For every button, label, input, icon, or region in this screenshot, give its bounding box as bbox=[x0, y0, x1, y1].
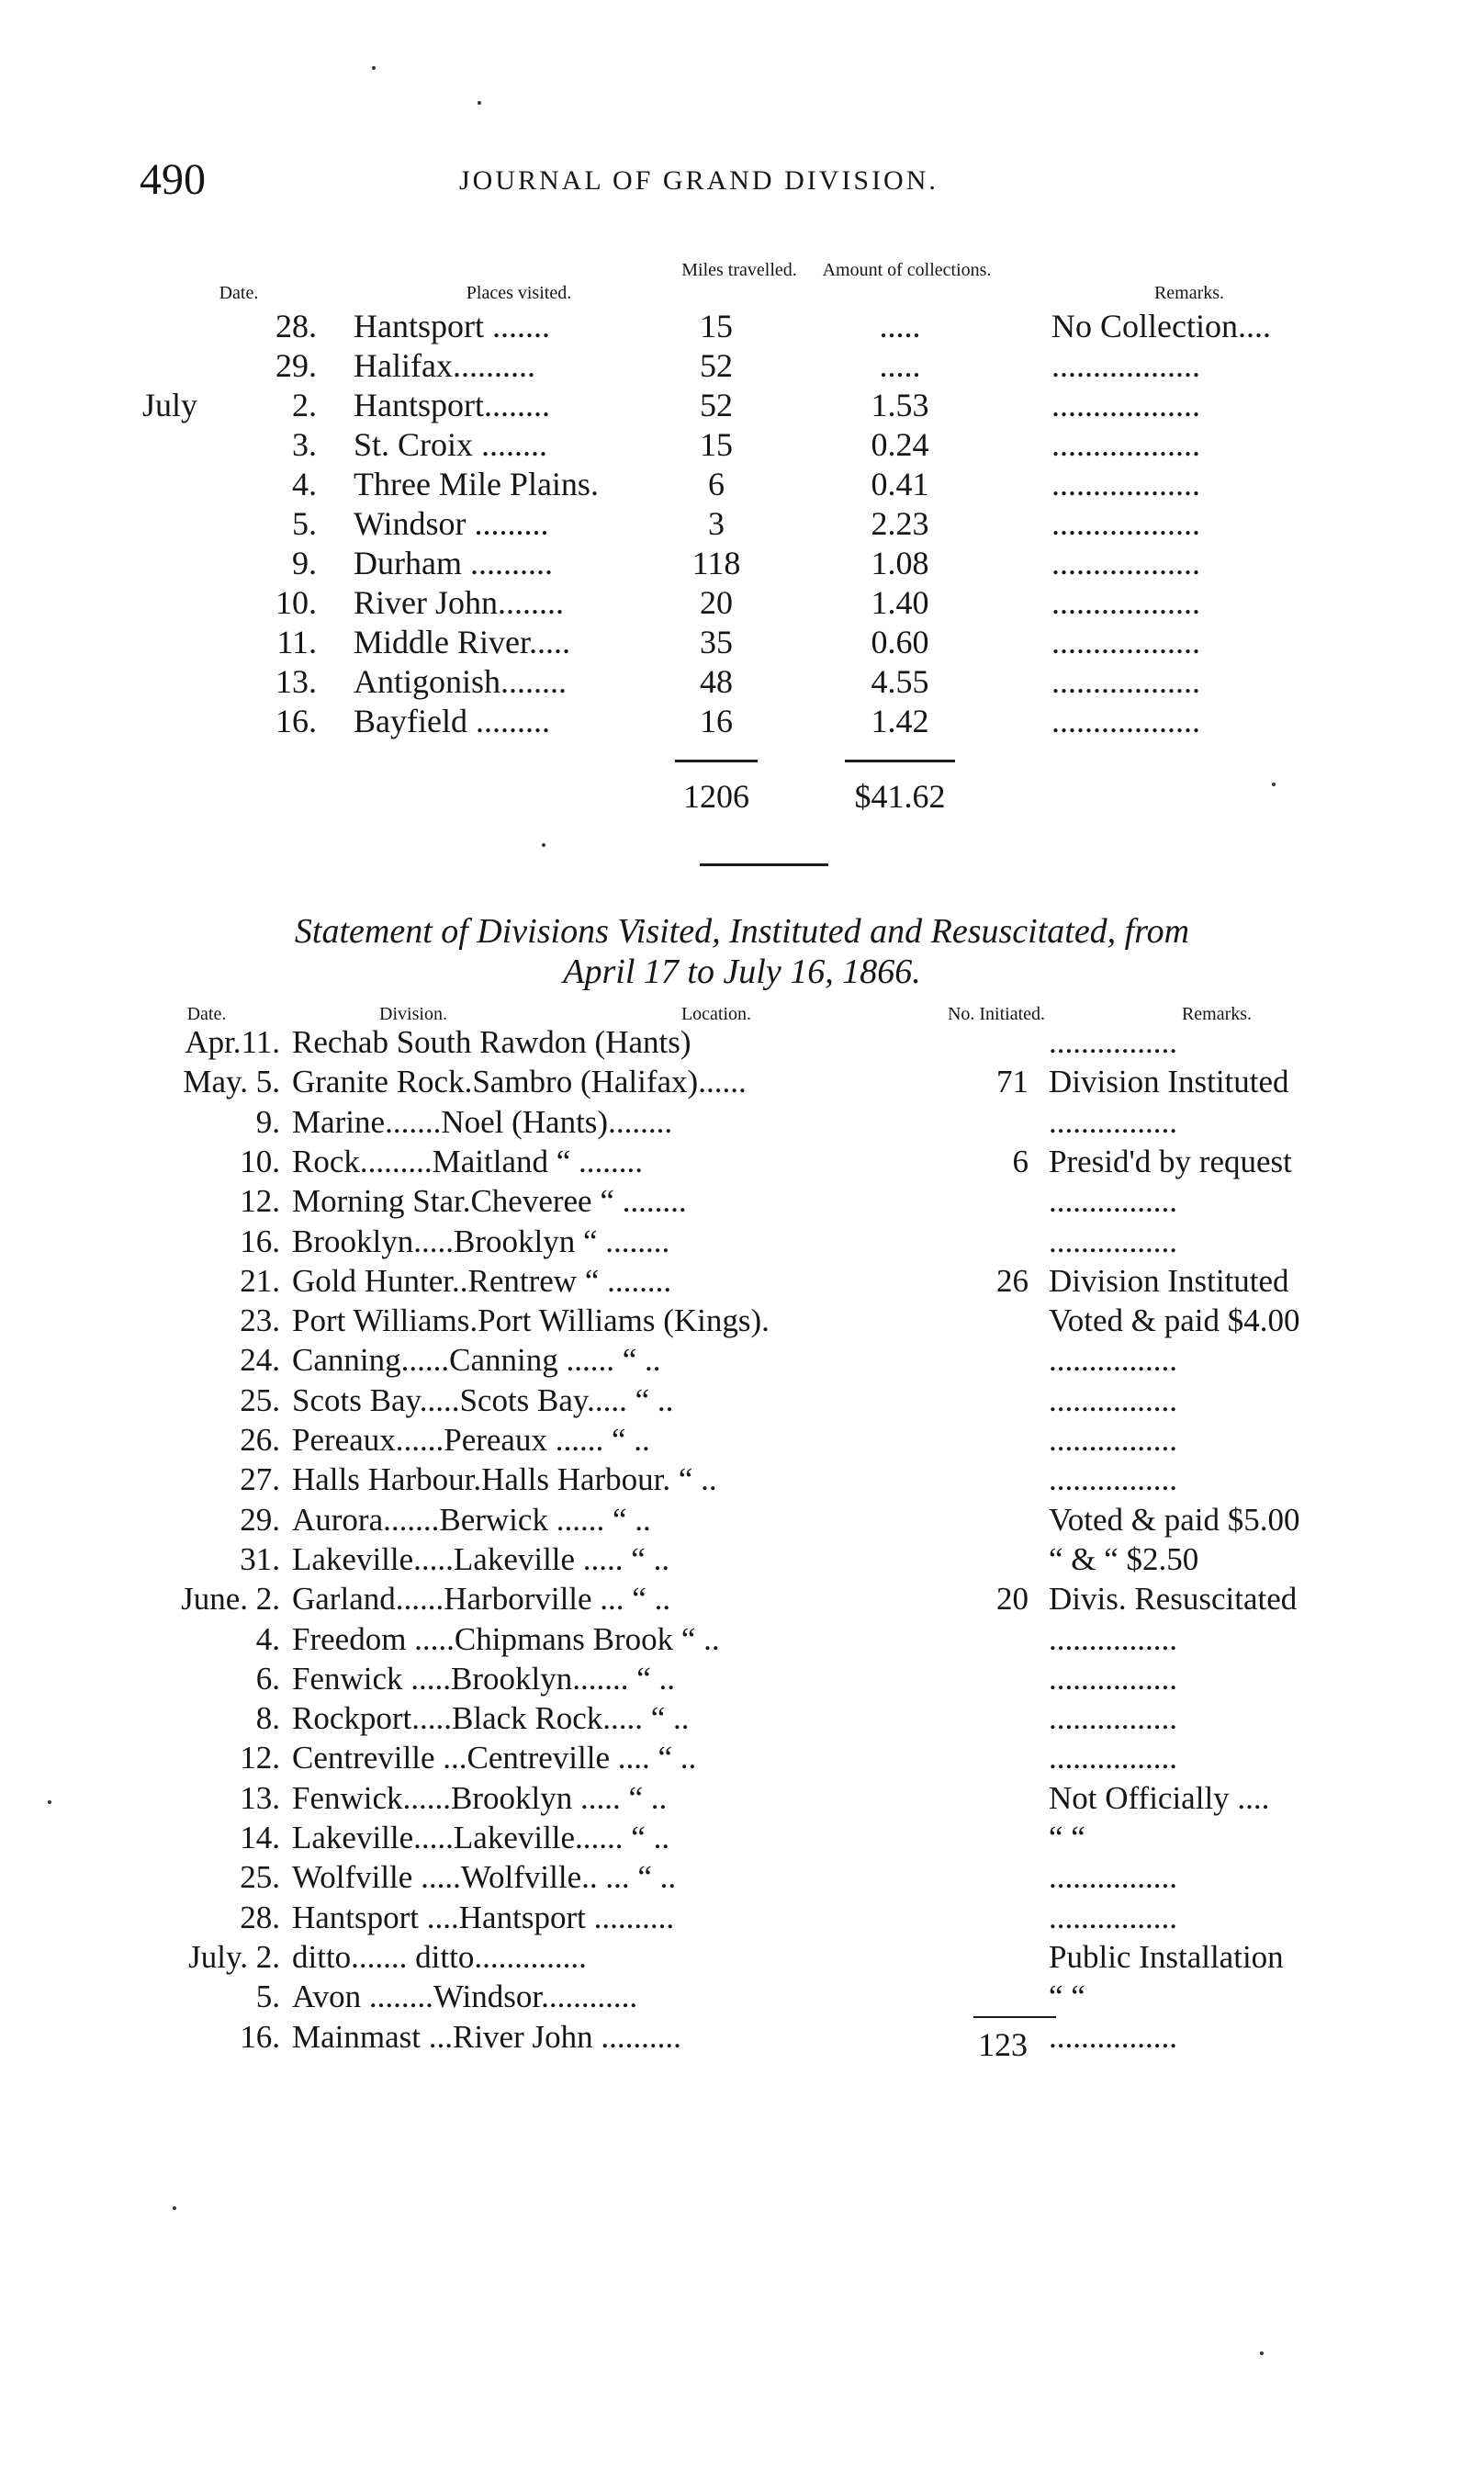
row-day: 4. bbox=[292, 466, 317, 502]
row-date: 27. bbox=[240, 1461, 280, 1498]
row-place: Halifax.......... bbox=[354, 347, 535, 384]
row-date: 31. bbox=[240, 1540, 280, 1577]
row-division-location: Port Williams.Port Williams (Kings). bbox=[292, 1302, 770, 1339]
row-division-location: Rockport.....Black Rock..... “ .. bbox=[292, 1700, 690, 1737]
row-remarks: ................ bbox=[1049, 1342, 1177, 1379]
row-division-location: Garland......Harborville ... “ .. bbox=[292, 1581, 671, 1618]
row-remarks: ................ bbox=[1049, 1223, 1177, 1259]
row-miles: 48 bbox=[700, 663, 733, 700]
row-amount: 0.24 bbox=[871, 426, 929, 463]
row-day: 28. bbox=[275, 308, 317, 344]
row-remarks: .................. bbox=[1051, 703, 1200, 739]
print-speck bbox=[372, 66, 376, 70]
amount-total: $41.62 bbox=[854, 778, 946, 815]
row-place: Durham .......... bbox=[354, 545, 553, 581]
row-remarks: No Collection.... bbox=[1051, 308, 1271, 344]
row-day: 11. bbox=[276, 624, 317, 660]
row-number-initiated: 71 bbox=[996, 1064, 1029, 1100]
row-miles: 118 bbox=[691, 545, 741, 581]
row-remarks: ................ bbox=[1049, 1381, 1177, 1418]
row-date: 25. bbox=[240, 1381, 280, 1418]
row-division-location: Avon ........Windsor............ bbox=[292, 1979, 638, 2015]
row-division-location: Halls Harbour.Halls Harbour. “ .. bbox=[292, 1461, 717, 1498]
row-remarks: ................ bbox=[1049, 1461, 1177, 1498]
row-date: 9. bbox=[255, 1103, 280, 1140]
row-date: May. 5. bbox=[183, 1064, 280, 1100]
row-miles: 35 bbox=[700, 624, 733, 660]
section-divider bbox=[700, 863, 828, 866]
row-miles: 6 bbox=[708, 466, 725, 502]
row-date: 6. bbox=[255, 1660, 280, 1697]
row-division-location: Fenwick .....Brooklyn....... “ .. bbox=[292, 1660, 676, 1697]
row-division-location: Morning Star.Cheveree “ ........ bbox=[292, 1183, 687, 1220]
row-month: July bbox=[142, 387, 198, 423]
row-division-location: Lakeville.....Lakeville ..... “ .. bbox=[292, 1540, 670, 1577]
row-division-location: Gold Hunter..Rentrew “ ........ bbox=[292, 1262, 672, 1299]
row-amount: 1.40 bbox=[871, 584, 929, 621]
row-day: 3. bbox=[292, 426, 317, 463]
header-remarks: Remarks. bbox=[1153, 283, 1225, 303]
row-date: 14. bbox=[240, 1820, 280, 1855]
row-division-location: Rock.........Maitland “ ........ bbox=[292, 1143, 644, 1179]
row-remarks: .................. bbox=[1051, 624, 1200, 660]
row-remarks: .................. bbox=[1051, 387, 1200, 423]
print-speck bbox=[1272, 783, 1276, 786]
row-place: St. Croix ........ bbox=[354, 426, 548, 463]
row-division-location: Marine.......Noel (Hants)........ bbox=[292, 1103, 673, 1140]
row-remarks: ................ bbox=[1049, 1024, 1177, 1060]
print-speck bbox=[478, 101, 481, 105]
row-amount: 0.60 bbox=[871, 624, 929, 660]
row-amount: 4.55 bbox=[871, 663, 929, 700]
row-division-location: Canning......Canning ...... “ .. bbox=[292, 1342, 661, 1379]
header-division: Division. bbox=[379, 1004, 447, 1024]
row-division-location: Rechab South Rawdon (Hants) bbox=[292, 1024, 691, 1060]
row-date: 16. bbox=[240, 1223, 280, 1259]
print-speck bbox=[1260, 2351, 1264, 2355]
row-date: June. 2. bbox=[181, 1581, 280, 1618]
row-amount: ..... bbox=[879, 308, 921, 344]
row-division-location: Centreville ...Centreville .... “ .. bbox=[292, 1740, 697, 1776]
row-division-location: Freedom .....Chipmans Brook “ .. bbox=[292, 1620, 720, 1657]
row-miles: 15 bbox=[700, 426, 733, 463]
row-division-location: Scots Bay.....Scots Bay..... “ .. bbox=[292, 1381, 674, 1418]
row-remarks: “ & “ $2.50 bbox=[1049, 1540, 1199, 1577]
row-amount: 2.23 bbox=[871, 505, 929, 542]
row-date: 10. bbox=[240, 1143, 280, 1179]
row-remarks: Division Instituted bbox=[1049, 1262, 1289, 1299]
row-date: 12. bbox=[240, 1183, 280, 1220]
header-location: Location. bbox=[680, 1004, 752, 1024]
row-remarks: Voted & paid $4.00 bbox=[1049, 1302, 1300, 1339]
row-division-location: Pereaux......Pereaux ...... “ .. bbox=[292, 1422, 650, 1458]
row-day: 2. bbox=[292, 387, 317, 423]
row-date: 5. bbox=[255, 1979, 280, 2015]
row-remarks: Division Instituted bbox=[1049, 1064, 1289, 1100]
row-date: 4. bbox=[255, 1620, 280, 1657]
row-remarks: Voted & paid $5.00 bbox=[1049, 1501, 1300, 1538]
row-amount: 1.53 bbox=[871, 387, 929, 423]
row-amount: ..... bbox=[879, 347, 921, 384]
row-day: 29. bbox=[275, 347, 317, 384]
row-remarks: .................. bbox=[1051, 466, 1200, 502]
row-remarks: .................. bbox=[1051, 505, 1200, 542]
print-speck bbox=[173, 2206, 176, 2210]
header-places-visited: Places visited. bbox=[466, 283, 572, 303]
row-day: 10. bbox=[275, 584, 317, 621]
row-remarks: ................ bbox=[1049, 1899, 1177, 1935]
row-miles: 15 bbox=[700, 308, 733, 344]
row-remarks: .................. bbox=[1051, 584, 1200, 621]
row-amount: 1.42 bbox=[871, 703, 929, 739]
row-date: 25. bbox=[240, 1859, 280, 1896]
row-day: 5. bbox=[292, 505, 317, 542]
row-remarks: .................. bbox=[1051, 426, 1200, 463]
row-date: 26. bbox=[240, 1422, 280, 1458]
folio-number: 123 bbox=[978, 2026, 1028, 2063]
row-miles: 52 bbox=[700, 387, 733, 423]
header-remarks: Remarks. bbox=[1181, 1004, 1253, 1024]
row-division-location: Hantsport ....Hantsport .......... bbox=[292, 1899, 675, 1935]
row-remarks: Divis. Resuscitated bbox=[1049, 1581, 1298, 1618]
row-miles: 16 bbox=[700, 703, 733, 739]
row-place: Bayfield ......... bbox=[354, 703, 550, 739]
row-amount: 0.41 bbox=[871, 466, 929, 502]
row-remarks: ................ bbox=[1049, 1740, 1177, 1776]
row-date: 24. bbox=[240, 1342, 280, 1379]
row-date: 16. bbox=[240, 2018, 280, 2055]
row-date: 13. bbox=[240, 1779, 280, 1816]
row-date: Apr.11. bbox=[185, 1024, 280, 1060]
row-date: 29. bbox=[240, 1501, 280, 1538]
row-day: 13. bbox=[275, 663, 317, 700]
row-division-location: Aurora.......Berwick ...... “ .. bbox=[292, 1501, 651, 1538]
amount-total-rule bbox=[845, 760, 955, 762]
row-date: 23. bbox=[240, 1302, 280, 1339]
miles-total: 1206 bbox=[683, 778, 749, 815]
header-no-initiated: No. Initiated. bbox=[947, 1004, 1046, 1024]
row-division-location: Brooklyn.....Brooklyn “ ........ bbox=[292, 1223, 670, 1259]
header-amount-of-collections: Amount of collections. bbox=[822, 260, 992, 280]
header-date: Date. bbox=[219, 283, 259, 303]
row-division-location: Mainmast ...River John .......... bbox=[292, 2018, 681, 2055]
row-remarks: “ “ bbox=[1049, 1979, 1085, 2015]
row-remarks: ................ bbox=[1049, 1620, 1177, 1657]
row-remarks: ................ bbox=[1049, 1422, 1177, 1458]
row-place: Windsor ......... bbox=[354, 505, 549, 542]
row-miles: 52 bbox=[700, 347, 733, 384]
row-day: 16. bbox=[275, 703, 317, 739]
print-speck bbox=[48, 1800, 51, 1804]
row-remarks: Not Officially .... bbox=[1049, 1779, 1270, 1816]
row-division-location: Lakeville.....Lakeville...... “ .. bbox=[292, 1820, 670, 1855]
row-remarks: “ “ bbox=[1049, 1820, 1085, 1855]
row-miles: 20 bbox=[700, 584, 733, 621]
row-number-initiated: 26 bbox=[996, 1262, 1029, 1299]
row-division-location: Granite Rock.Sambro (Halifax)...... bbox=[292, 1064, 747, 1100]
row-amount: 1.08 bbox=[871, 545, 929, 581]
row-remarks: ................ bbox=[1049, 1859, 1177, 1896]
row-place: Hantsport ....... bbox=[354, 308, 550, 344]
row-remarks: ................ bbox=[1049, 1700, 1177, 1737]
row-remarks: ................ bbox=[1049, 1183, 1177, 1220]
row-remarks: ................ bbox=[1049, 1660, 1177, 1697]
row-place: River John........ bbox=[354, 584, 564, 621]
miles-total-rule bbox=[675, 760, 758, 762]
row-remarks: ................ bbox=[1049, 1103, 1177, 1140]
statement-title-line1: Statement of Divisions Visited, Instituted and Resuscitated, from bbox=[294, 912, 1190, 951]
row-date: 12. bbox=[240, 1740, 280, 1776]
row-division-location: Wolfville .....Wolfville.. ... “ .. bbox=[292, 1859, 677, 1896]
row-place: Three Mile Plains. bbox=[354, 466, 599, 502]
row-remarks: .................. bbox=[1051, 545, 1200, 581]
row-place: Middle River..... bbox=[354, 624, 570, 660]
print-speck bbox=[542, 843, 545, 847]
row-division-location: Fenwick......Brooklyn ..... “ .. bbox=[292, 1779, 668, 1816]
row-remarks: ................ bbox=[1049, 2018, 1177, 2055]
row-remarks: .................. bbox=[1051, 347, 1200, 384]
row-date: 28. bbox=[240, 1899, 280, 1935]
row-place: Antigonish........ bbox=[354, 663, 568, 700]
row-date: July. 2. bbox=[188, 1938, 280, 1975]
row-number-initiated: 6 bbox=[1012, 1143, 1029, 1179]
row-miles: 3 bbox=[708, 505, 725, 542]
row-day: 9. bbox=[292, 545, 317, 581]
row-date: 21. bbox=[240, 1262, 280, 1299]
row-remarks: Presid'd by request bbox=[1049, 1143, 1292, 1179]
row-number-initiated: 20 bbox=[996, 1581, 1029, 1618]
row-remarks: Public Installation bbox=[1049, 1938, 1284, 1975]
row-place: Hantsport........ bbox=[354, 387, 550, 423]
header-miles-travelled: Miles travelled. bbox=[681, 260, 797, 280]
folio-rule bbox=[973, 2016, 1056, 2018]
row-division-location: ditto....... ditto.............. bbox=[292, 1938, 587, 1975]
statement-title-line2: April 17 to July 16, 1866. bbox=[563, 953, 921, 991]
header-date: Date. bbox=[186, 1004, 227, 1024]
row-remarks: .................. bbox=[1051, 663, 1200, 700]
page-number: 490 bbox=[140, 155, 206, 204]
row-date: 8. bbox=[255, 1700, 280, 1737]
running-head: JOURNAL OF GRAND DIVISION. bbox=[459, 165, 939, 196]
